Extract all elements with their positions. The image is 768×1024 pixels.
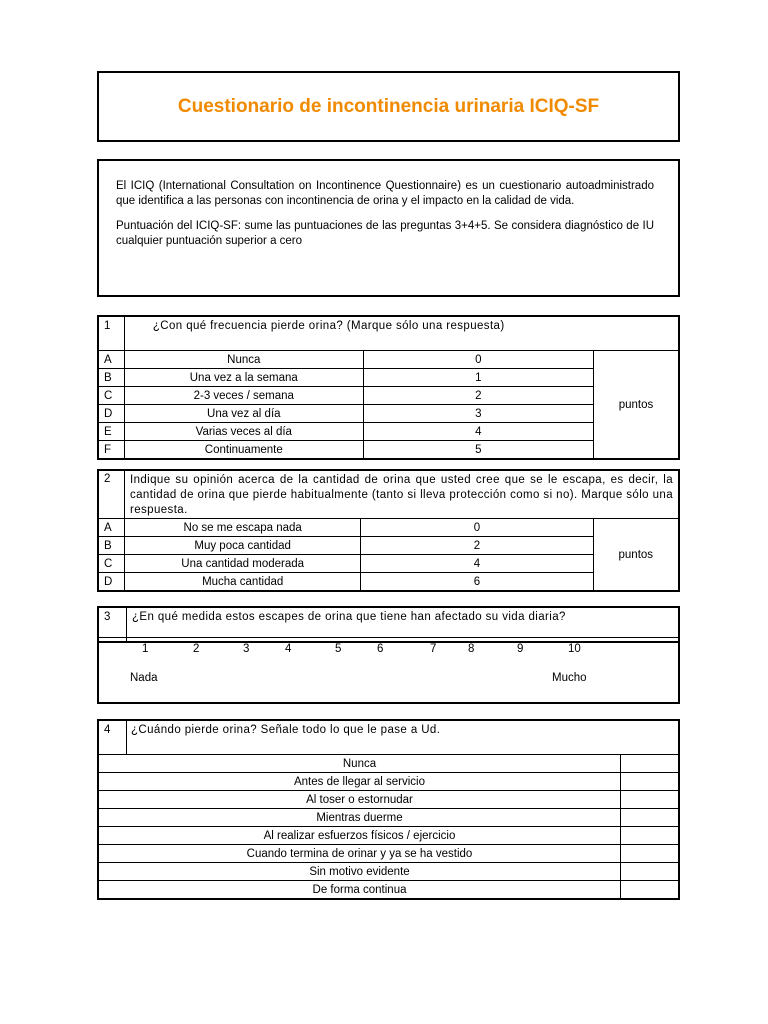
q3-number: 3 [98,607,127,642]
option-label: Continuamente [124,441,363,460]
option-label: Varias veces al día [124,423,363,441]
option-label: Una cantidad moderada [124,555,360,573]
scale-option[interactable]: 7 [430,643,437,655]
option-label: Una vez al día [124,405,363,423]
q1-number: 1 [98,316,124,351]
question-1-table [97,315,680,460]
q4-text: ¿Cuándo pierde orina? Señale todo lo que le pase a Ud. [127,720,680,755]
q2-number: 2 [98,470,124,519]
option-label: Al realizar esfuerzos físicos / ejercicio [98,827,621,845]
question-2-table [97,469,680,592]
option-label: Mucha cantidad [124,573,360,592]
q3-scale [97,637,680,704]
q1-text: ¿Con qué frecuencia pierde orina? (Marque sólo una respuesta) [124,316,679,351]
scale-option[interactable]: 6 [377,643,384,655]
table-row[interactable] [98,441,679,460]
intro-paragraph-2: Puntuación del ICIQ-SF: sume las puntuaciones de las preguntas 3+4+5. Se considera diagnóstico de IU cualquier puntuación superior a cero [116,220,654,247]
option-label: Al toser o estornudar [98,791,621,809]
scale-option[interactable]: 1 [142,643,149,655]
table-row[interactable] [98,369,679,387]
option-score: 0 [361,519,593,537]
q2-points-cell: puntos [593,519,679,592]
table-row[interactable] [98,773,679,791]
option-checkbox[interactable] [621,845,680,863]
q2-text: Indique su opinión acerca de la cantidad de orina que usted cree que se le escapa, es decir, la cantidad de orina que pierde habitualmente (tanto si lleva protección como si no). Marque sólo una respuesta. [124,470,679,519]
table-row[interactable] [98,827,679,845]
option-score: 3 [363,405,593,423]
table-row[interactable] [98,519,679,537]
scale-option[interactable]: 2 [193,643,200,655]
option-checkbox[interactable] [621,827,680,845]
scale-option[interactable]: 5 [335,643,342,655]
option-label: Nunca [124,351,363,369]
option-letter: A [98,351,124,369]
table-row[interactable] [98,573,679,592]
option-score: 2 [363,387,593,405]
table-row[interactable] [98,405,679,423]
option-label: Cuando termina de orinar y ya se ha vestido [98,845,621,863]
option-checkbox[interactable] [621,809,680,827]
option-label: Antes de llegar al servicio [98,773,621,791]
table-row[interactable] [98,555,679,573]
option-letter: D [98,405,124,423]
option-checkbox[interactable] [621,881,680,900]
option-letter: C [98,555,124,573]
option-checkbox[interactable] [621,755,680,773]
intro-paragraph-1: El ICIQ (International Consultation on Incontinence Questionnaire) es un cuestionario autoadministrado que identifica a las personas con incontinencia de orina y el impacto en la calidad de vida. [116,180,654,207]
option-letter: F [98,441,124,460]
option-label: Muy poca cantidad [124,537,360,555]
option-score: 1 [363,369,593,387]
option-letter: B [98,369,124,387]
table-row[interactable] [98,423,679,441]
table-row[interactable] [98,809,679,827]
option-label: Sin motivo evidente [98,863,621,881]
scale-low-label: Nada [130,672,158,684]
option-label: No se me escapa nada [124,519,360,537]
option-letter: E [98,423,124,441]
option-letter: A [98,519,124,537]
scale-option[interactable]: 10 [568,643,581,655]
scale-high-label: Mucho [552,672,587,684]
scale-option[interactable]: 9 [517,643,524,655]
option-letter: C [98,387,124,405]
intro-box [97,159,680,297]
option-letter: D [98,573,124,592]
q3-text: ¿En qué medida estos escapes de orina que tiene han afectado su vida diaria? [127,607,680,642]
option-label: 2-3 veces / semana [124,387,363,405]
option-label: Nunca [98,755,621,773]
scale-option[interactable]: 4 [285,643,292,655]
option-score: 0 [363,351,593,369]
option-score: 4 [361,555,593,573]
table-row[interactable] [98,863,679,881]
table-row[interactable] [98,351,679,369]
table-row[interactable] [98,755,679,773]
option-label: Una vez a la semana [124,369,363,387]
page-title: Cuestionario de incontinencia urinaria ICIQ-SF [177,95,600,117]
option-score: 2 [361,537,593,555]
q4-number: 4 [98,720,127,755]
scale-option[interactable]: 8 [468,643,475,655]
option-checkbox[interactable] [621,791,680,809]
table-row[interactable] [98,387,679,405]
scale-option[interactable]: 3 [243,643,250,655]
table-row[interactable] [98,537,679,555]
title-box [97,71,680,142]
question-4-table [97,719,680,900]
table-row[interactable] [98,791,679,809]
option-label: De forma continua [98,881,621,900]
option-label: Mientras duerme [98,809,621,827]
table-row[interactable] [98,881,679,900]
option-score: 5 [363,441,593,460]
option-checkbox[interactable] [621,773,680,791]
option-score: 4 [363,423,593,441]
option-score: 6 [361,573,593,592]
q1-points-cell: puntos [593,351,679,460]
option-checkbox[interactable] [621,863,680,881]
option-letter: B [98,537,124,555]
table-row[interactable] [98,845,679,863]
